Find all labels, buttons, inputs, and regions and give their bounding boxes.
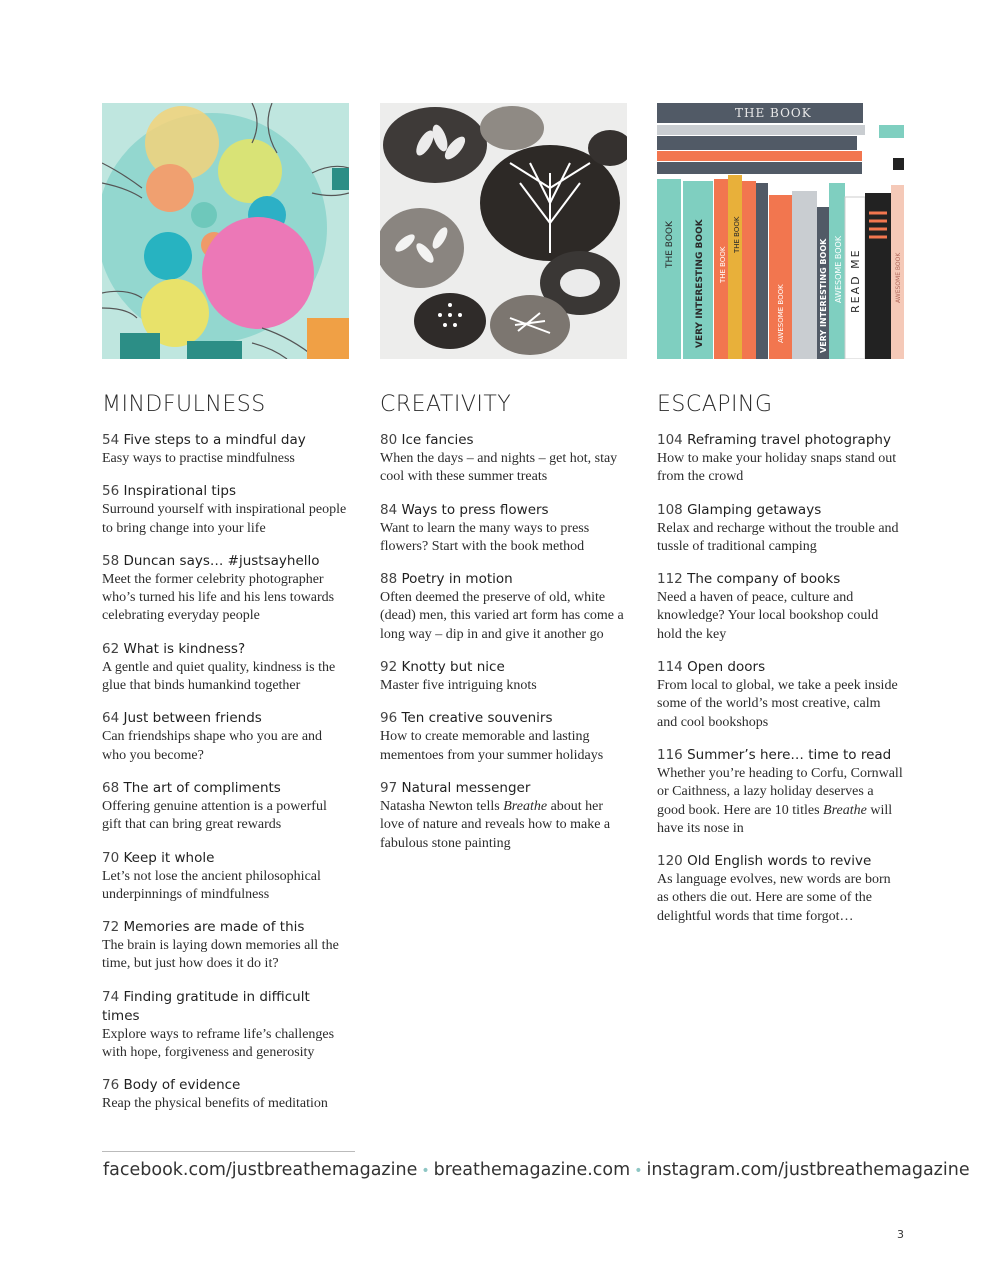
toc-entry[interactable] xyxy=(102,640,349,696)
page-ref: 88 xyxy=(380,571,398,588)
book-label: AWESOME BOOK xyxy=(834,235,843,303)
facebook-link[interactable]: facebook.com/justbreathemagazine xyxy=(103,1160,418,1180)
article-title: Natural messenger xyxy=(401,779,531,796)
article-description: A gentle and quiet quality, kindness is the glue that binds humankind together xyxy=(102,659,336,694)
page-ref: 58 xyxy=(102,552,120,569)
page-ref: 54 xyxy=(102,432,120,448)
desc-text: Natasha Newton tells xyxy=(380,798,504,814)
page-ref: 70 xyxy=(102,849,120,866)
article-title: Reframing travel photography xyxy=(687,432,891,448)
article-title: Knotty but nice xyxy=(401,659,505,676)
toc-entry[interactable] xyxy=(102,849,349,905)
toc-entry[interactable] xyxy=(380,709,627,765)
article-description: Explore ways to reframe life’s challenges with hope, forgiveness and generosity xyxy=(102,1026,335,1061)
article-description: Surround yourself with inspirational people to bring change into your life xyxy=(102,502,347,536)
page-ref: 114 xyxy=(657,659,683,676)
desc-emphasis: Breathe xyxy=(503,798,548,814)
separator-dot: • xyxy=(421,1163,430,1179)
toc-entry[interactable] xyxy=(657,501,904,557)
mindfulness-column xyxy=(102,103,349,1128)
toc-entry[interactable] xyxy=(657,431,904,487)
page-ref: 72 xyxy=(102,919,120,936)
article-title: Just between friends xyxy=(123,710,262,727)
article-description: When the days – and nights – get hot, stay cool with these summer treats xyxy=(380,451,618,485)
toc-entry[interactable] xyxy=(657,852,904,926)
article-description: Meet the former celebrity photographer who’s turned his life and his lens towards celebrating everyday people xyxy=(102,571,335,624)
toc-entry[interactable] xyxy=(102,552,349,626)
toc-entry[interactable] xyxy=(102,709,349,765)
page-ref: 64 xyxy=(102,710,120,727)
article-description: Master five intriguing knots xyxy=(380,678,537,694)
page-ref: 92 xyxy=(380,659,398,676)
book-label: THE BOOK xyxy=(665,221,675,268)
article-description: Easy ways to practise mindfulness xyxy=(102,451,295,466)
article-title: Body of evidence xyxy=(123,1077,241,1094)
article-title: Keep it whole xyxy=(123,849,215,866)
section-title: CREATIVITY xyxy=(380,392,512,417)
page-ref: 108 xyxy=(657,501,683,518)
mindfulness-illustration xyxy=(102,103,349,359)
painted-stones-photo xyxy=(380,103,627,359)
page-ref: 68 xyxy=(102,779,120,796)
article-description: From local to global, we take a peek inside some of the world’s most creative, calm and cool bookshops xyxy=(657,678,898,730)
website-link[interactable]: breathemagazine.com xyxy=(433,1160,631,1180)
article-description: Can friendships shape who you are and who you become? xyxy=(102,729,323,763)
page-ref: 96 xyxy=(380,710,398,727)
book-label: AWESOME BOOK xyxy=(895,252,902,303)
toc-entry[interactable] xyxy=(380,779,627,853)
article-description: Offering genuine attention is a powerful gift that can bring great rewards xyxy=(102,798,327,833)
article-description: Need a haven of peace, culture and knowledge? Your local bookshop could hold the key xyxy=(657,590,879,642)
escaping-column xyxy=(657,103,904,940)
page-ref: 80 xyxy=(380,432,398,448)
article-description: Let’s not lose the ancient philosophical underpinnings of mindfulness xyxy=(102,868,321,902)
toc-entry[interactable] xyxy=(102,431,349,468)
article-description: Relax and recharge without the trouble and tussle of traditional camping xyxy=(657,520,899,554)
book-label: READ ME xyxy=(849,248,862,313)
article-description xyxy=(380,798,627,853)
footer-links xyxy=(103,1160,970,1180)
article-description: How to make your holiday snaps stand out from the crowd xyxy=(657,451,897,485)
article-title: Glamping getaways xyxy=(687,501,822,518)
article-description: The brain is laying down memories all the time, but just how does it do it? xyxy=(102,938,339,972)
book-label: THE BOOK xyxy=(719,246,727,283)
toc-entry[interactable] xyxy=(657,658,904,732)
book-label: AWESOME BOOK xyxy=(777,284,785,343)
article-title: Ways to press flowers xyxy=(401,501,549,518)
page-ref: 120 xyxy=(657,853,683,870)
article-title: Poetry in motion xyxy=(401,571,513,588)
page-ref: 112 xyxy=(657,571,683,588)
toc-entry[interactable] xyxy=(102,918,349,974)
section-title: MINDFULNESS xyxy=(102,392,266,417)
desc-text: about her love of nature and reveals how to make a fabulous stone painting xyxy=(380,798,611,851)
article-description xyxy=(657,765,904,838)
instagram-link[interactable]: instagram.com/justbreathemagazine xyxy=(646,1160,970,1180)
book-label: THE BOOK xyxy=(735,106,812,120)
toc-entry[interactable] xyxy=(380,570,627,644)
toc-entry[interactable] xyxy=(102,482,349,538)
desc-text: will have its nose in xyxy=(657,802,893,836)
toc-entry[interactable] xyxy=(102,779,349,835)
page-ref: 116 xyxy=(657,746,683,763)
section-title: ESCAPING xyxy=(657,392,773,417)
article-title: The art of compliments xyxy=(123,779,281,796)
article-title: Duncan says… #justsayhello xyxy=(123,552,320,569)
page-ref: 97 xyxy=(380,779,398,796)
book-label: VERY INTERESTING BOOK xyxy=(695,219,705,348)
desc-text: Whether you’re heading to Corfu, Cornwall or Caithness, a lazy holiday deserves a good book. Here are 10 titles xyxy=(657,765,903,818)
toc-entry[interactable] xyxy=(657,746,904,838)
article-title: Inspirational tips xyxy=(123,483,237,500)
footer-divider xyxy=(102,1151,355,1152)
page-ref: 104 xyxy=(657,432,683,448)
page-ref: 74 xyxy=(102,988,120,1005)
page-ref: 56 xyxy=(102,483,120,500)
page-number: 3 xyxy=(897,1228,904,1241)
page-ref: 62 xyxy=(102,640,120,657)
toc-entry[interactable] xyxy=(102,988,349,1063)
article-title: Finding gratitude in difficult times xyxy=(102,988,310,1024)
toc-entry[interactable] xyxy=(380,431,627,487)
article-title: Summer’s here… time to read xyxy=(687,746,892,763)
article-title: Ice fancies xyxy=(401,432,474,448)
toc-entry[interactable] xyxy=(380,658,627,695)
article-title: What is kindness? xyxy=(123,640,246,657)
article-title: The company of books xyxy=(687,571,841,588)
page-ref: 76 xyxy=(102,1077,120,1094)
creativity-column xyxy=(380,103,627,867)
article-description: Often deemed the preserve of old, white (dead) men, this varied art form has come a long way – dip in and give it another go xyxy=(380,590,624,642)
bookshelf-illustration xyxy=(657,103,904,359)
article-title: Five steps to a mindful day xyxy=(123,432,306,448)
toc-entry[interactable] xyxy=(102,1076,349,1113)
book-label: VERY INTERESTING BOOK xyxy=(819,238,828,353)
article-title: Memories are made of this xyxy=(123,919,305,936)
separator-dot: • xyxy=(634,1163,643,1179)
article-title: Ten creative souvenirs xyxy=(401,710,553,727)
page-ref: 84 xyxy=(380,501,398,518)
article-description: Want to learn the many ways to press flowers? Start with the book method xyxy=(380,520,590,554)
article-title: Open doors xyxy=(687,659,766,676)
desc-emphasis: Breathe xyxy=(823,802,867,818)
toc-entry[interactable] xyxy=(657,570,904,644)
article-description: Reap the physical benefits of meditation xyxy=(102,1096,328,1112)
book-label: THE BOOK xyxy=(733,216,741,253)
toc-entry[interactable] xyxy=(380,501,627,557)
article-description: As language evolves, new words are born as others die out. Here are some of the delightful words that time forgot… xyxy=(657,872,891,924)
article-title: Old English words to revive xyxy=(687,853,872,870)
article-description: How to create memorable and lasting mementoes from your summer holidays xyxy=(380,729,604,763)
